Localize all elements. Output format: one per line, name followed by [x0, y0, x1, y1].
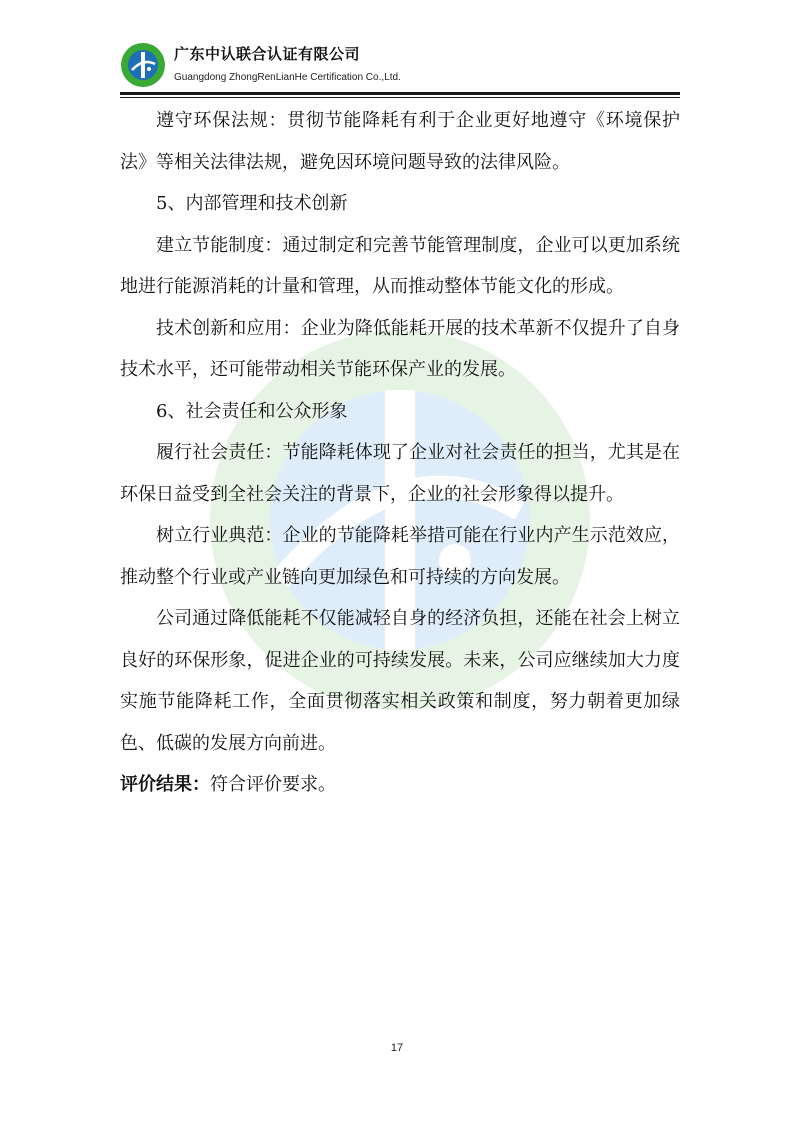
heading-social-responsibility: 6、社会责任和公众形象 — [156, 400, 348, 422]
company-logo-icon — [120, 42, 166, 88]
paragraph-social-responsibility: 履行社会责任：节能降耗体现了企业对社会责任的担当，尤其是在环保日益受到全社会关注的背景下，企业的社会形象得以提升。 — [120, 442, 680, 505]
paragraph-energy-system: 建立节能制度：通过制定和完善节能管理制度，企业可以更加系统地进行能源消耗的计量和管理，从而推动整体节能文化的形成。 — [120, 234, 680, 297]
paragraph-industry-model: 树立行业典范：企业的节能降耗举措可能在行业内产生示范效应，推动整个行业或产业链向更加绿色和可持续的方向发展。 — [120, 525, 680, 588]
page-number: 17 — [390, 1042, 404, 1054]
paragraph-environment-law: 遵守环保法规：贯彻节能降耗有利于企业更好地遵守《环境保护法》等相关法律法规，避免因环境问题导致的法律风险。 — [120, 110, 680, 173]
company-name-cn: 广东中认联合认证有限公司 — [174, 45, 361, 63]
header-rule-thin — [120, 97, 680, 98]
evaluation-result — [120, 764, 680, 806]
evaluation-result-value: 符合评价要求。 — [210, 774, 336, 795]
evaluation-result-label: 评价结果： — [120, 774, 210, 795]
page-header — [120, 38, 680, 94]
header-rule-thick — [120, 92, 680, 95]
paragraph-conclusion: 公司通过降低能耗不仅能减轻自身的经济负担，还能在社会上树立良好的环保形象，促进企业的可持续发展。未来，公司应继续加大力度实施节能降耗工作，全面贯彻落实相关政策和制度，努力朝着更加绿色、低碳的发展方向前进。 — [120, 608, 680, 754]
paragraph-tech-innovation: 技术创新和应用：企业为降低能耗开展的技术革新不仅提升了自身技术水平，还可能带动相关节能环保产业的发展。 — [120, 317, 680, 380]
heading-internal-management: 5、内部管理和技术创新 — [156, 193, 348, 214]
company-name-en: Guangdong ZhongRenLianHe Certification Co.,Ltd. — [174, 72, 401, 83]
document-body — [120, 100, 680, 806]
